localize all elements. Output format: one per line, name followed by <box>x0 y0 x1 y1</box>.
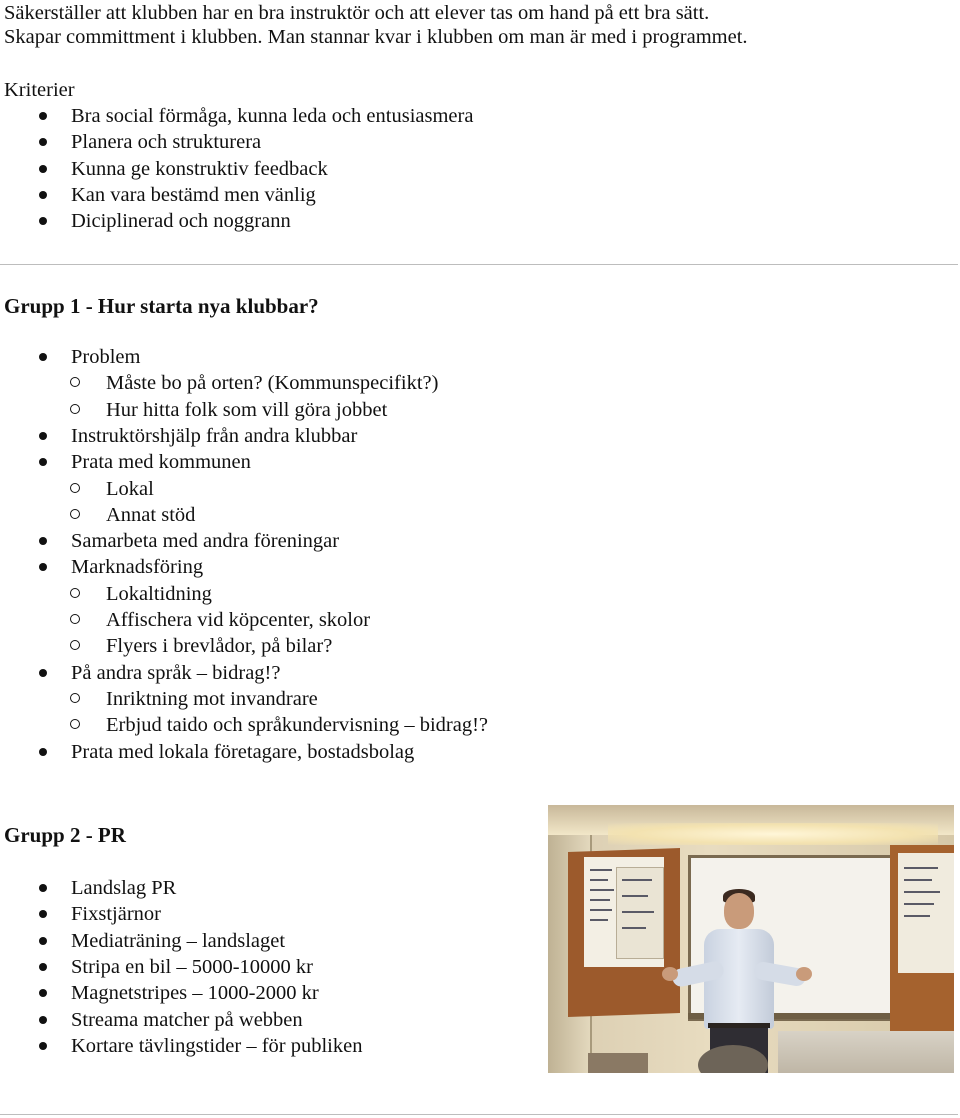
bullet-icon <box>39 1016 47 1024</box>
sub-list-item <box>0 370 960 396</box>
list-item-text: Erbjud taido och språkundervisning – bidrag!? <box>106 714 489 737</box>
list-item-text: Problem <box>71 346 141 368</box>
list-item-text: Diciplinerad och noggrann <box>71 210 291 233</box>
list-item <box>0 344 960 370</box>
list-item <box>0 182 960 208</box>
list-item-text: Fixstjärnor <box>71 903 161 926</box>
bullet-icon <box>39 191 47 199</box>
list-item-text: Inriktning mot invandrare <box>106 687 318 710</box>
bullet-icon <box>39 138 47 146</box>
bullet-icon <box>39 353 47 361</box>
bullet-icon <box>39 989 47 997</box>
sub-list-item <box>0 397 960 423</box>
list-item-text: Måste bo på orten? (Kommunspecifikt?) <box>106 372 439 395</box>
bullet-icon <box>39 537 47 545</box>
sub-list-item <box>0 607 960 633</box>
list-item <box>0 208 960 234</box>
list-item-text: Kan vara bestämd men vänlig <box>71 183 316 206</box>
list-item-text: Lokaltidning <box>106 582 212 605</box>
divider-bottom <box>0 1114 958 1115</box>
circle-bullet-icon <box>70 483 80 493</box>
list-item <box>0 103 960 129</box>
list-item-text: Mediaträning – landslaget <box>71 929 286 952</box>
bullet-icon <box>39 112 47 120</box>
sub-list-item <box>0 633 960 659</box>
group1-heading: Grupp 1 - Hur starta nya klubbar? <box>4 294 319 318</box>
presentation-photo <box>548 805 954 1073</box>
circle-bullet-icon <box>70 640 80 650</box>
list-item-text: Instruktörshjälp från andra klubbar <box>71 424 358 447</box>
list-item <box>0 528 960 554</box>
list-item-text: Planera och strukturera <box>71 131 262 154</box>
list-item <box>0 739 960 765</box>
circle-bullet-icon <box>70 693 80 703</box>
list-item-text: Prata med kommunen <box>71 451 251 474</box>
list-item-text: Kortare tävlingstider – för publiken <box>71 1034 363 1057</box>
list-item-text: Magnetstripes – 1000-2000 kr <box>71 982 319 1005</box>
bullet-icon <box>39 217 47 225</box>
circle-bullet-icon <box>70 588 80 598</box>
bullet-icon <box>39 748 47 756</box>
sub-list-item <box>0 476 960 502</box>
list-item <box>0 554 960 580</box>
list-item-text: Flyers i brevlådor, på bilar? <box>106 635 333 658</box>
sub-list-item <box>0 686 960 712</box>
list-item-text: Bra social förmåga, kunna leda och entusiasmera <box>71 105 474 127</box>
circle-bullet-icon <box>70 404 80 414</box>
circle-bullet-icon <box>70 509 80 519</box>
list-item-text: Stripa en bil – 5000-10000 kr <box>71 955 313 978</box>
bullet-icon <box>39 1042 47 1050</box>
sub-list-item <box>0 502 960 528</box>
divider-top <box>0 264 958 265</box>
list-item <box>0 129 960 155</box>
list-item-text: Streama matcher på webben <box>71 1008 303 1031</box>
list-item <box>0 449 960 475</box>
criteria-title: Kriterier <box>4 79 75 101</box>
list-item-text: Lokal <box>106 477 154 500</box>
bullet-icon <box>39 963 47 971</box>
list-item-text: Landslag PR <box>71 877 177 899</box>
list-item-text: På andra språk – bidrag!? <box>71 661 281 684</box>
bullet-icon <box>39 458 47 466</box>
circle-bullet-icon <box>70 614 80 624</box>
group2-heading: Grupp 2 - PR <box>4 823 126 847</box>
list-item-text: Marknadsföring <box>71 556 204 579</box>
list-item-text: Samarbeta med andra föreningar <box>71 530 340 553</box>
list-item-text: Affischera vid köpcenter, skolor <box>106 609 371 631</box>
list-item-text: Annat stöd <box>106 503 196 526</box>
sub-list-item <box>0 581 960 607</box>
bullet-icon <box>39 432 47 440</box>
bullet-icon <box>39 884 47 892</box>
intro-line-1: Säkerställer att klubben har en bra instruktör och att elever tas om hand på ett bra sätt. <box>4 2 710 24</box>
circle-bullet-icon <box>70 719 80 729</box>
list-item-text: Hur hitta folk som vill göra jobbet <box>106 398 388 421</box>
bullet-icon <box>39 563 47 571</box>
circle-bullet-icon <box>70 377 80 387</box>
list-item <box>0 660 960 686</box>
sub-list-item <box>0 712 960 738</box>
list-item-text: Prata med lokala företagare, bostadsbolag <box>71 740 415 763</box>
list-item <box>0 423 960 449</box>
bullet-icon <box>39 669 47 677</box>
bullet-icon <box>39 165 47 173</box>
list-item-text: Kunna ge konstruktiv feedback <box>71 157 328 180</box>
bullet-icon <box>39 910 47 918</box>
intro-line-2: Skapar committment i klubben. Man stannar kvar i klubben om man är med i programmet. <box>4 26 748 48</box>
list-item <box>0 156 960 182</box>
bullet-icon <box>39 937 47 945</box>
